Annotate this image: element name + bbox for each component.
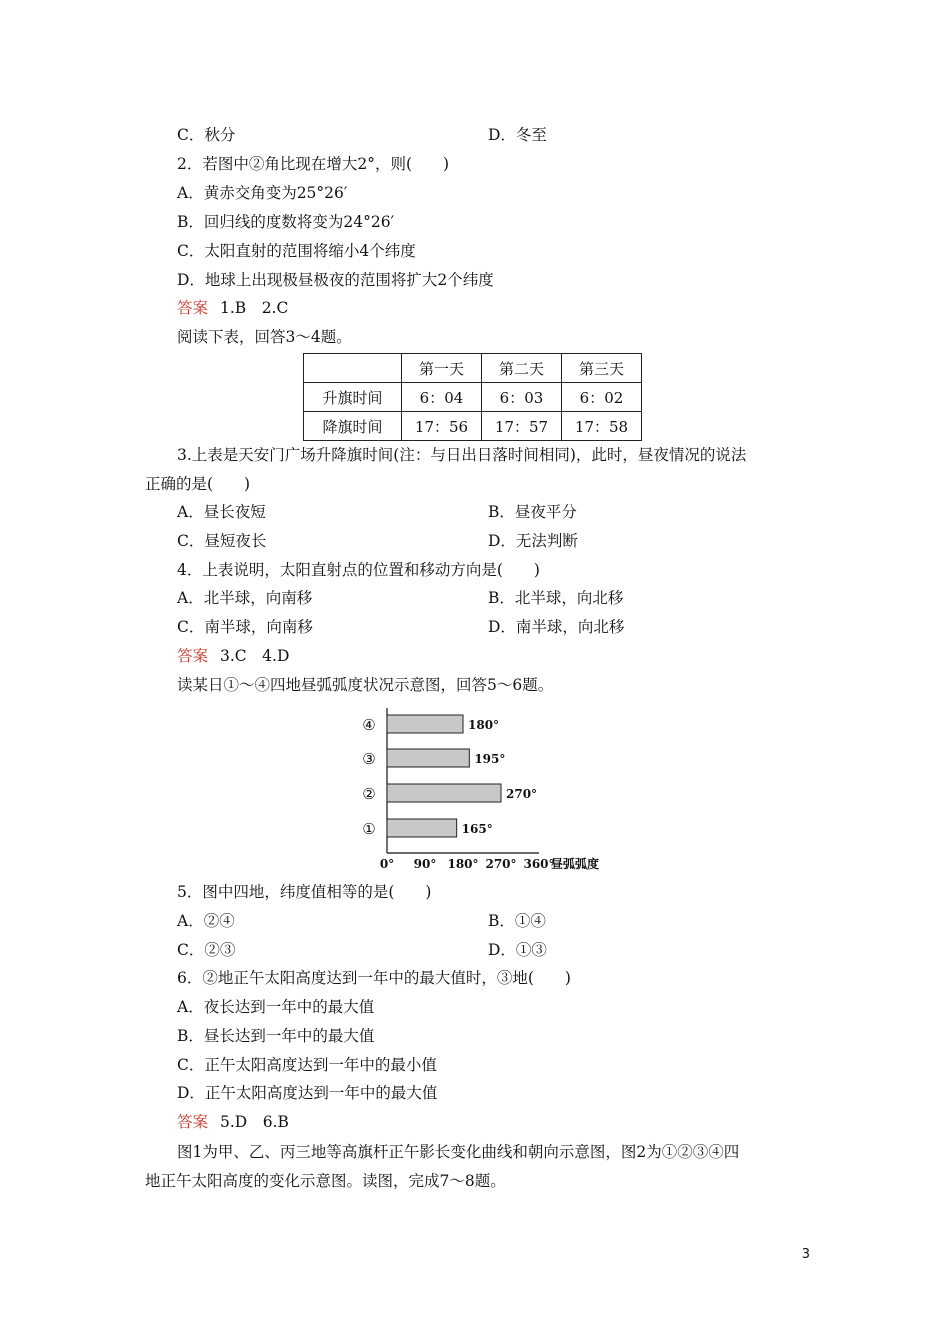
q6-stem: 6．②地正午太阳高度达到一年中的最大值时，③地( ) [177, 969, 571, 987]
tick-label: 180° [447, 857, 479, 871]
q1-option-d: D．冬至 [488, 126, 547, 144]
category-label: ② [362, 785, 376, 803]
value-label: 270° [506, 787, 538, 801]
value-label: 180° [468, 718, 500, 732]
intro-3-4: 阅读下表，回答3～4题。 [177, 328, 352, 346]
intro-5-6: 读某日①～④四地昼弧弧度状况示意图，回答5～6题。 [177, 676, 554, 694]
q6-option-c: C．正午太阳高度达到一年中的最小值 [177, 1056, 437, 1074]
table-header-row [304, 354, 642, 383]
q5-option-d: D．①③ [488, 941, 547, 959]
q5-stem: 5．图中四地，纬度值相等的是( ) [177, 883, 432, 901]
table-cell: 17：57 [482, 412, 562, 441]
table-header-cell: 第一天 [402, 354, 482, 383]
page-number: 3 [801, 1247, 810, 1262]
q4-option-b: B．北半球，向北移 [488, 589, 624, 607]
bar [387, 749, 469, 767]
day-arc-bar-chart [360, 706, 620, 874]
value-label: 195° [474, 752, 506, 766]
table-cell: 6：04 [402, 383, 482, 412]
q3-option-d: D．无法判断 [488, 532, 578, 550]
flag-time-table [303, 353, 642, 441]
q2-option-a: A．黄赤交角变为25°26′ [177, 184, 348, 202]
category-label: ④ [362, 716, 376, 734]
value-label: 165° [461, 822, 493, 836]
answer-label: 答案 [177, 647, 209, 665]
table-cell: 6：03 [482, 383, 562, 412]
q2-stem: 2．若图中②角比现在增大2°，则( ) [177, 155, 450, 173]
bar [387, 784, 501, 802]
table-cell: 升旗时间 [304, 383, 402, 412]
table-cell: 降旗时间 [304, 412, 402, 441]
answer-1-2 [177, 298, 288, 318]
table-cell: 17：56 [402, 412, 482, 441]
table-header-cell: 第二天 [482, 354, 562, 383]
answer-3-4 [177, 646, 289, 666]
q5-option-a: A．②④ [177, 912, 235, 930]
q6-option-b: B．昼长达到一年中的最大值 [177, 1027, 375, 1045]
table-cell: 6：02 [562, 383, 642, 412]
table-header-cell [304, 354, 402, 383]
q2-option-d: D．地球上出现极昼极夜的范围将扩大2个纬度 [177, 271, 494, 289]
q4-option-d: D．南半球，向北移 [488, 618, 625, 636]
tick-label: 270° [485, 857, 517, 871]
table-row [304, 412, 642, 441]
q3-option-b: B．昼夜平分 [488, 503, 577, 521]
tick-label: 90° [413, 857, 437, 871]
q4-option-c: C．南半球，向南移 [177, 618, 313, 636]
answer-5-6 [177, 1112, 289, 1132]
answer-text: 1.B 2.C [220, 299, 289, 317]
category-label: ① [362, 820, 376, 838]
tick-label: 0° [379, 857, 395, 871]
answer-label: 答案 [177, 1113, 209, 1131]
intro-7-8-line2: 地正午太阳高度的变化示意图。读图，完成7～8题。 [145, 1172, 506, 1190]
table-cell: 17：58 [562, 412, 642, 441]
q1-option-c: C．秋分 [177, 126, 236, 144]
answer-text: 3.C 4.D [220, 647, 290, 665]
table-row [304, 383, 642, 412]
category-label: ③ [362, 750, 376, 768]
bar [387, 819, 457, 837]
q2-option-b: B．回归线的度数将变为24°26′ [177, 213, 395, 231]
q3-option-a: A．昼长夜短 [177, 503, 266, 521]
q5-option-b: B．①④ [488, 912, 546, 930]
q4-option-a: A．北半球，向南移 [177, 589, 313, 607]
q2-option-c: C．太阳直射的范围将缩小4个纬度 [177, 242, 416, 260]
table-header-cell: 第三天 [562, 354, 642, 383]
intro-7-8-line1: 图1为甲、乙、丙三地等高旗杆正午影长变化曲线和朝向示意图，图2为①②③④四 [177, 1143, 740, 1161]
q4-stem: 4．上表说明，太阳直射点的位置和移动方向是( ) [177, 561, 540, 579]
q3-stem-line1: 3.上表是天安门广场升降旗时间(注：与日出日落时间相同)，此时，昼夜情况的说法 [177, 446, 747, 464]
tick-label: 360° [523, 857, 555, 871]
q6-option-d: D．正午太阳高度达到一年中的最大值 [177, 1084, 438, 1102]
x-axis-label: 昼弧弧度 [551, 857, 600, 871]
q3-option-c: C．昼短夜长 [177, 532, 267, 550]
q3-stem-line2: 正确的是( ) [145, 475, 251, 493]
answer-text: 5.D 6.B [220, 1113, 289, 1131]
q5-option-c: C．②③ [177, 941, 236, 959]
q6-option-a: A．夜长达到一年中的最大值 [177, 998, 375, 1016]
bar [387, 715, 463, 733]
answer-label: 答案 [177, 299, 209, 317]
